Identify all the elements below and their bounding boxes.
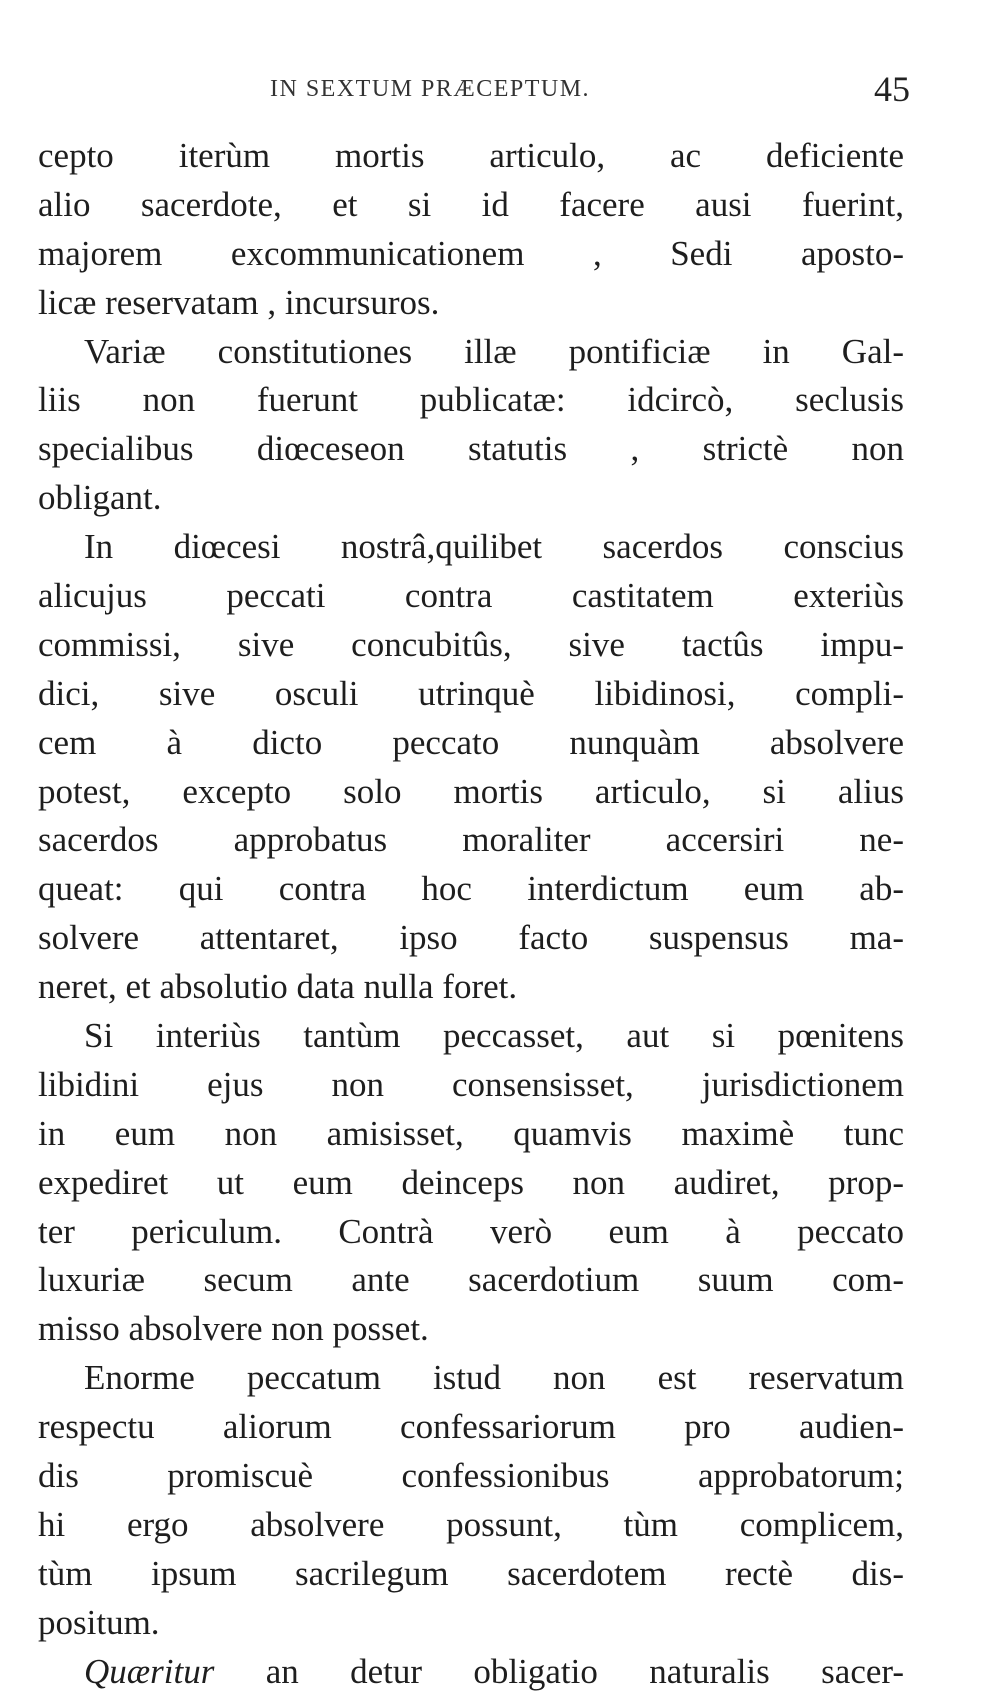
text-line: tùm ipsum sacrilegum sacerdotem rectè dis-: [38, 1553, 904, 1593]
text-line: potest, excepto solo mortis articulo, si alius: [38, 771, 904, 811]
text-line: respectu aliorum confessariorum pro audien-: [38, 1407, 904, 1447]
text-line: specialibus diœceseon statutis , strictè non: [38, 429, 904, 469]
text-line: sacerdos approbatus moraliter accersiri ne-: [38, 820, 904, 860]
text-line: liis non fuerunt publicatæ: idcircò, seclusis: [38, 380, 904, 420]
text-line: cepto iterùm mortis articulo, ac deficiente: [38, 136, 904, 175]
text-line: obligant.: [38, 478, 162, 518]
text-line: Si interiùs tantùm peccasset, aut si pœnitens: [84, 1016, 904, 1056]
text-line: positum.: [38, 1602, 160, 1642]
body-text: [38, 132, 904, 1697]
text-line: queat: qui contra hoc interdictum eum ab-: [38, 869, 904, 909]
running-title: IN SEXTUM PRÆCEPTUM.: [270, 76, 591, 102]
text-line: hi ergo absolvere possunt, tùm complicem,: [38, 1504, 904, 1544]
text-line: dis promiscuè confessionibus approbatorum;: [38, 1456, 904, 1496]
text-line: luxuriæ secum ante sacerdotium suum com-: [38, 1260, 904, 1300]
text-line-last: [38, 1648, 904, 1697]
text-line: misso absolvere non posset.: [38, 1309, 429, 1349]
text-line: alio sacerdote, et si id facere ausi fuerint,: [38, 184, 904, 224]
text-line: neret, et absolutio data nulla foret.: [38, 967, 518, 1007]
running-head: [40, 68, 910, 108]
italic-word: Quæritur: [84, 1651, 215, 1691]
text-line: in eum non amisisset, quamvis maximè tunc: [38, 1113, 904, 1153]
text-line: cem à dicto peccato nunquàm absolvere: [38, 722, 904, 762]
text-line: solvere attentaret, ipso facto suspensus ma-: [38, 918, 904, 958]
text-line: Variæ constitutiones illæ pontificiæ in Gal-: [84, 331, 904, 371]
text-line: alicujus peccati contra castitatem exteriùs: [38, 576, 904, 616]
text-line: commissi, sive concubitûs, sive tactûs impu-: [38, 624, 904, 664]
text-line: Enorme peccatum istud non est reservatum: [84, 1358, 904, 1398]
text-line: expediret ut eum deinceps non audiret, prop-: [38, 1162, 904, 1202]
text-line: ter periculum. Contrà verò eum à peccato: [38, 1211, 904, 1251]
page-number: 45: [874, 69, 910, 109]
text-line: licæ reservatam , incursuros.: [38, 282, 440, 322]
text-line: In diœcesi nostrâ,quilibet sacerdos conscius: [84, 527, 904, 567]
last-line-rest: an detur obligatio naturalis sacer-: [214, 1651, 904, 1691]
text-line: libidini ejus non consensisset, jurisdictionem: [38, 1064, 904, 1104]
text-line: majorem excommunicationem , Sedi aposto-: [38, 233, 904, 273]
text-line: dici, sive osculi utrinquè libidinosi, compli-: [38, 673, 904, 713]
